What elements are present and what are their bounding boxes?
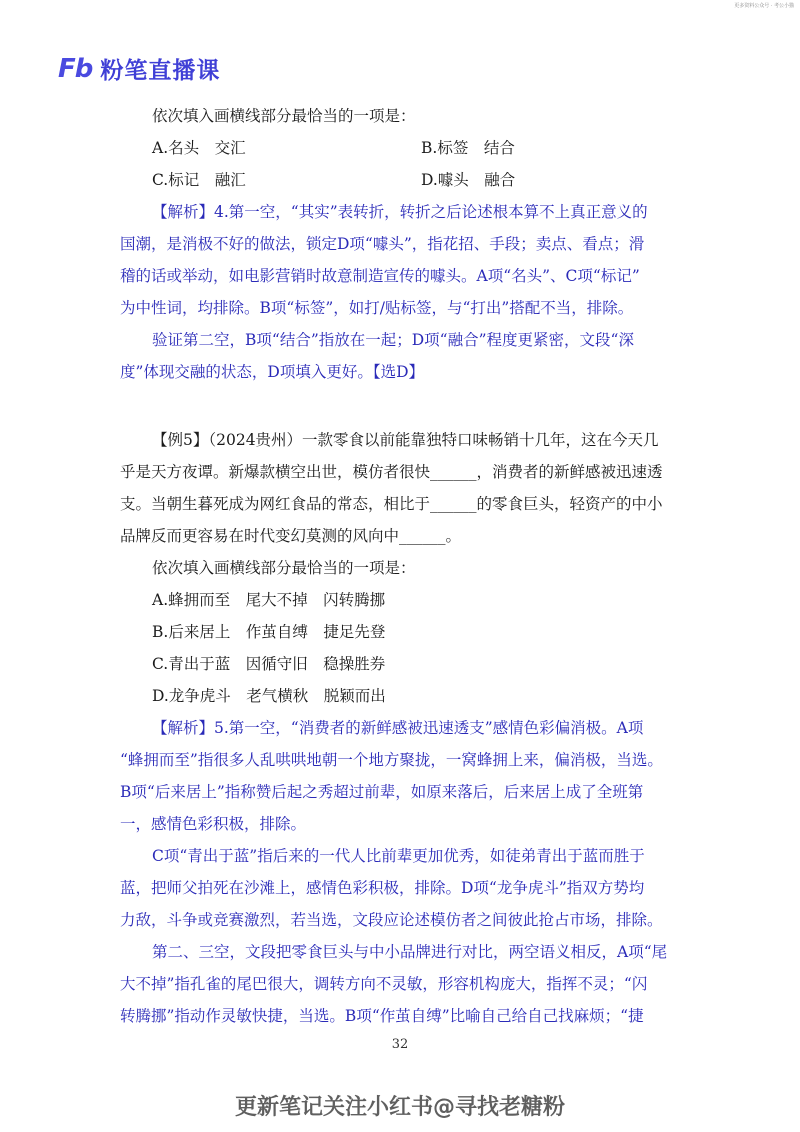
q5-stem-line: 【例5】（2024贵州）一款零食以前能靠独特口味畅销十几年，这在今天几 [152,431,659,449]
q4-analysis-line: 验证第二空，B项“结合”指放在一起；D项“融合”程度更紧密，文段“深 [152,331,634,349]
brand-logo [58,52,220,85]
page-content [120,100,690,1032]
logo-mark-icon: Fb [58,53,93,84]
q4-analysis-line: 国潮，是消极不好的做法，锁定D项“噱头”，指花招、手段；卖点、看点；滑 [120,235,645,253]
q4-analysis-line: 为中性词，均排除。B项“标签”，如打/贴标签，与“打出”搭配不当，排除。 [120,299,634,317]
q4-option-c: C.标记 融汇 [152,171,246,189]
q5-analysis-line: 转腾挪”指动作灵敏快捷，当选。B项“作茧自缚”比喻自己给自己找麻烦；“捷 [120,1007,644,1025]
q4-options-row-2 [120,164,690,196]
q4-option-d: D.噱头 融合 [421,171,516,189]
footer-watermark: 更新笔记关注小红书@寻找老糖粉 [234,1095,565,1120]
q4-analysis-line: 度”体现交融的状态，D项填入更好。【选D】 [120,363,425,381]
q5-option-c: C.青出于蓝 因循守旧 稳操胜券 [152,655,386,673]
page-number: 32 [391,1037,409,1052]
q5-analysis-line: 第二、三空，文段把零食巨头与中小品牌进行对比，两空语义相反，A项“尾 [152,943,668,961]
q5-analysis-line: “蜂拥而至”指很多人乱哄哄地朝一个地方聚拢，一窝蜂拥上来，偏消极，当选。 [120,751,663,769]
q5-analysis-line: B项“后来居上”指称赞后起之秀超过前辈，如原来落后，后来居上成了全班第 [120,783,644,801]
logo-text: 粉笔直播课 [100,58,221,84]
q5-analysis-line: 【解析】5.第一空，“消费者的新鲜感被迅速透支”感情色彩偏消极。A项 [152,719,644,737]
section-gap [120,388,690,424]
q5-analysis-line: 力敌，斗争或竞赛激烈，若当选，文段应论述模仿者之间彼此抢占市场，排除。 [120,911,663,929]
corner-note: 更多资料公众号 · 考公小猫 [734,3,794,9]
q4-options-row-1 [120,132,690,164]
q5-option-d: D.龙争虎斗 老气横秋 脱颖而出 [152,687,386,705]
q4-stem: 依次填入画横线部分最恰当的一项是： [152,107,416,125]
q5-stem-line: 支。当朝生暮死成为网红食品的常态，相比于______的零食巨头，轻资产的中小 [120,495,663,513]
q5-analysis-line: 蓝，把师父拍死在沙滩上，感情色彩积极，排除。D项“龙争虎斗”指双方势均 [120,879,645,897]
q5-option-a: A.蜂拥而至 尾大不掉 闪转腾挪 [152,591,386,609]
q5-analysis-line: C项“青出于蓝”指后来的一代人比前辈更加优秀，如徒弟青出于蓝而胜于 [152,847,645,865]
q5-prompt: 依次填入画横线部分最恰当的一项是： [152,559,416,577]
q4-analysis-line: 稽的话或举动，如电影营销时故意制造宣传的噱头。A项“名头”、C项“标记” [120,267,640,285]
q5-analysis-line: 大不掉”指孔雀的尾巴很大，调转方向不灵敏，形容机构庞大，指挥不灵；“闪 [120,975,648,993]
q5-stem-line: 乎是天方夜谭。新爆款横空出世，模仿者很快______，消费者的新鲜感被迅速透 [120,463,663,481]
q4-option-b: B.标签 结合 [421,139,515,157]
q4-option-a: A.名头 交汇 [152,139,246,157]
q5-analysis-line: 一，感情色彩积极，排除。 [120,815,307,833]
q5-option-b: B.后来居上 作茧自缚 捷足先登 [152,623,386,641]
q5-stem-line: 品牌反而更容易在时代变幻莫测的风向中______。 [120,527,462,545]
q4-analysis-line: 【解析】4.第一空，“其实”表转折，转折之后论述根本算不上真正意义的 [152,203,648,221]
